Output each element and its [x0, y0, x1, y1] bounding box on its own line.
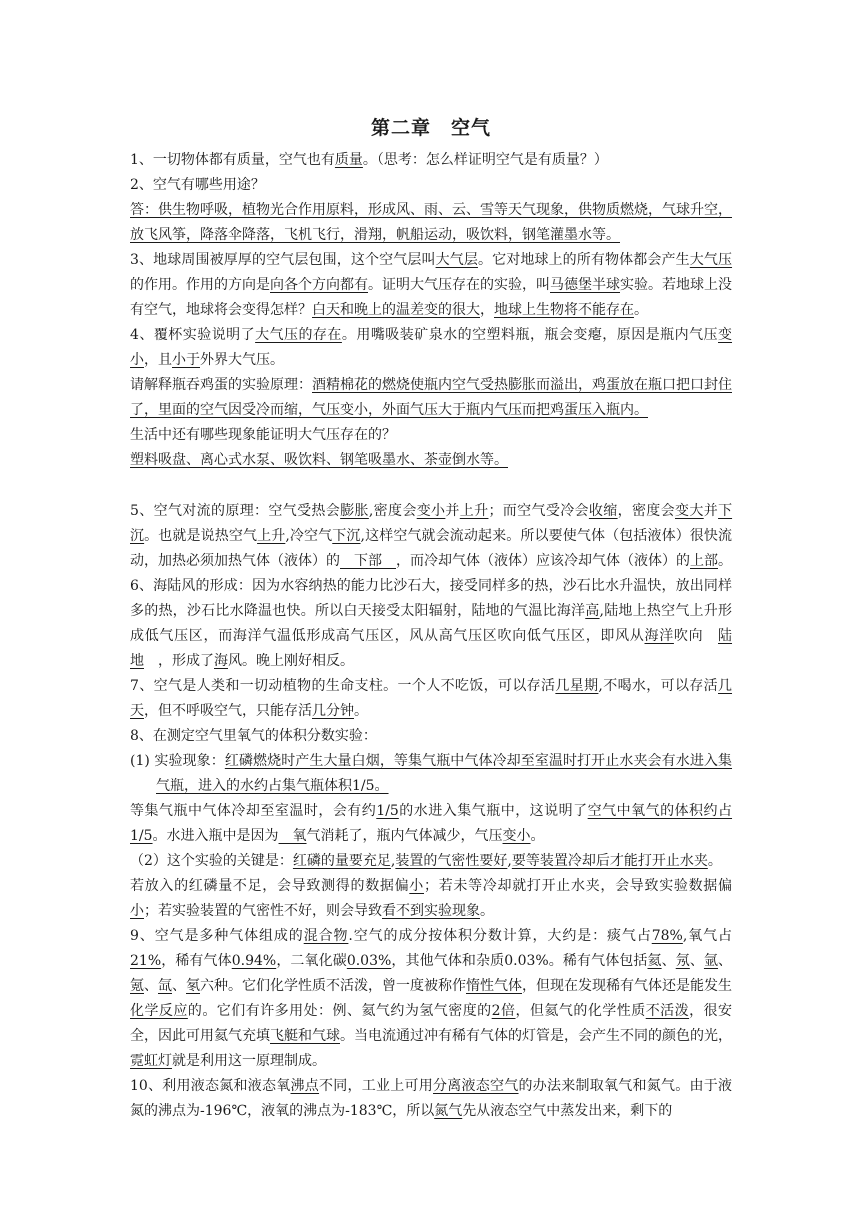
text-run: 请解释瓶吞鸡蛋的实验原理：	[130, 377, 312, 393]
answer-underlined: 氡	[186, 978, 200, 994]
paragraph-8-explanation	[130, 799, 732, 849]
text-run: 。水进入瓶中是因为	[152, 828, 279, 844]
text-run: 7、空气是人类和一切动植物的生命支柱。一个人不吃饭，可以存活	[130, 678, 556, 694]
text-run: 的办法来制取氧气和氮气。由于液氮的沸点为-196℃，液氧的沸点为-183℃，所以	[130, 1078, 733, 1119]
text-run: 。	[354, 703, 368, 719]
text-run: 、	[172, 978, 186, 994]
answer-underlined: 红磷燃烧时产生大量白烟，等集气瓶中气体冷却至室温时打开止水夹会有水进入集气瓶，进入的水约占集气瓶体积1/5。	[156, 753, 733, 794]
text-run: 六种。它们化学性质不活泼，曾一度被称作	[200, 978, 466, 994]
text-run: ，但现在发现稀有气体还是能发生	[522, 978, 732, 994]
paragraph-4-egg-explanation	[130, 373, 732, 423]
answer-underlined: 化学反应	[130, 1003, 188, 1019]
text-run: ,密度会	[368, 503, 417, 519]
answer-underlined: 氧	[278, 828, 307, 844]
page-title: 第二章 空气	[370, 117, 491, 139]
text-run: 的。它们有许多用处：例、氦气约为氢气密度的	[187, 1003, 492, 1019]
answer-underlined: 78%	[651, 928, 683, 944]
answer-underlined: 红磷的量要充足	[292, 853, 391, 869]
answer-underlined: 变小	[130, 327, 733, 368]
answer-underlined: 下沉	[130, 503, 733, 544]
answer-underlined: 陆地	[130, 628, 733, 669]
text-run: ，稀有气体	[161, 953, 232, 969]
text-run: 就是利用这一原理制成。	[172, 1053, 326, 1069]
text-run: ,冷空气	[285, 528, 333, 544]
answer-underlined: 上升	[257, 528, 286, 544]
paragraph-2-answer	[130, 198, 732, 248]
text-run: (1) 实验现象：	[130, 753, 225, 769]
answer-underlined: 海洋	[644, 628, 674, 644]
text-run: ，其他气体和杂质0.03%。稀有气体包括	[391, 953, 648, 969]
answer-underlined: 2倍	[491, 1003, 516, 1019]
answer-underlined: 下部	[340, 553, 396, 569]
answer-underlined: 要等装置冷却后才能打开止水夹	[511, 853, 708, 869]
text-run: 。	[707, 853, 722, 869]
text-run: 。当电流通过冲有稀有气体的灯管是，会产生不同的颜色的光，	[340, 1028, 732, 1044]
answer-underlined: 飞艇和气球	[270, 1028, 340, 1044]
text-run: ，很安全，因此可用氦气充填	[130, 1003, 733, 1044]
answer-underlined: 小	[409, 878, 424, 894]
paragraph-1	[130, 148, 732, 173]
paragraph-3	[130, 248, 732, 323]
text-run: ,氧气占	[682, 928, 733, 944]
text-run: ,	[390, 853, 396, 869]
text-run: 10、利用液态氮和液态氧	[130, 1078, 291, 1094]
text-run: 2、空气有哪些用途？	[130, 177, 265, 193]
paragraph-6	[130, 574, 732, 674]
answer-underlined: 氦	[647, 953, 662, 969]
paragraph-8-errors	[130, 874, 746, 924]
answer-underlined: 马德堡半球	[550, 277, 620, 293]
answer-underlined: 沸点	[290, 1078, 320, 1094]
answer-underlined: 下沉	[332, 528, 361, 544]
paragraph-9	[130, 924, 732, 1074]
paragraph-8-item-2	[130, 849, 732, 874]
text-run: 。也就是说热空气	[144, 528, 258, 544]
text-run: 8、在测定空气里氧气的体积分数实验：	[130, 728, 377, 744]
text-run: 。	[718, 553, 732, 569]
text-run: 。	[634, 302, 648, 318]
text-run: 6、海陆风的形成：因为水容纳热的能力比沙石大，接受同样多的热，沙石比水升温快，放出同样多的热，沙石比水降温也快。所以白天接受太阳辐射，陆地的气温比海洋	[130, 578, 732, 619]
answer-underlined: 大气压	[689, 252, 733, 268]
answer-underlined: 0.94%	[231, 953, 277, 969]
text-run: 等集气瓶中气体冷却至室温时，会有约	[130, 803, 377, 819]
text-run: 不同，工业上可用	[319, 1078, 434, 1094]
paragraph-7	[130, 674, 732, 724]
answer-underlined: 变小	[502, 828, 531, 844]
answer-underlined: 大气压的存在	[255, 327, 342, 343]
text-run: 。它对地球上的所有物体都会产生	[477, 252, 690, 268]
answer-underlined: 几分钟	[312, 703, 354, 719]
text-run: 、	[689, 953, 704, 969]
answer-underlined: 氖	[675, 953, 690, 969]
answer-underlined: 收缩	[588, 503, 618, 519]
answer-underlined: 变大	[675, 503, 704, 519]
text-run: ，二氧化碳	[276, 953, 347, 969]
answer-underlined: 塑料吸盘、离心式水泵、吸饮料、钢笔吸墨水、茶壶倒水等。	[130, 452, 508, 468]
text-run: 的水进入集气瓶中，这说明了	[398, 803, 588, 819]
answer-underlined: 装置的气密性要好	[395, 853, 508, 869]
answer-underlined: 空气中氧气的体积约占1/5	[130, 803, 733, 844]
answer-underlined: 分离液态空气	[433, 1078, 519, 1094]
text-run: ,	[507, 853, 512, 869]
paragraph-2	[130, 173, 732, 198]
answer-underlined: 氙	[158, 978, 172, 994]
text-run: 3、地球周围被厚厚的空气层包围，这个空气层叫	[130, 252, 436, 268]
text-run: ；而空气受冷会	[488, 503, 589, 519]
text-run: 、	[144, 978, 158, 994]
answer-underlined: 氩	[703, 953, 719, 969]
text-run: ,陆地上热空气上升形成低气压区，而海洋气温低形成高气压区，风从高气压区吹向低气压区，即风从	[130, 603, 733, 644]
text-run: 并	[445, 503, 460, 519]
text-run: ，但氦气的化学性质	[515, 1003, 646, 1019]
text-run: 。用嘴吸装矿泉水的空塑料瓶，瓶会变瘪，原因是瓶内气压	[341, 327, 719, 343]
answer-underlined: 0.03%	[346, 953, 392, 969]
answer-underlined: 21%	[130, 953, 162, 969]
paragraph-10	[130, 1074, 732, 1124]
answer-underlined: 不活泼	[645, 1003, 690, 1019]
text-run: ,这样空气就会流动起来。所以要使气体（包括液体）很快流动，加热必须加热气体（液体）的	[130, 528, 733, 569]
text-run: 1、一切物体都有质量，空气也有	[130, 152, 335, 168]
answer-underlined: 惰性气体	[466, 978, 522, 994]
answer-underlined: 氮气	[434, 1103, 463, 1119]
answer-underlined: 向各个方向都有	[270, 277, 368, 293]
text-run: （2）这个实验的关键是：	[130, 853, 293, 869]
answer-underlined: 氪	[130, 978, 144, 994]
text-run: ，但不呼吸空气，只能存活	[144, 703, 312, 719]
text-run: 气消耗了，瓶内气体减少，气压	[306, 828, 503, 844]
text-run: .空气的成分按体积分数计算，大约是：痰气占	[348, 928, 652, 944]
answer-underlined: 小	[130, 903, 144, 919]
text-run: 的作用。作用的方向是	[130, 277, 270, 293]
answer-underlined: 高	[585, 603, 600, 619]
answer-underlined: 变小	[416, 503, 446, 519]
answer-underlined: 酒精棉花的燃烧使瓶内空气受热膨胀而溢出，鸡蛋放在瓶口把口封住了，里面的空气因受冷而缩，气压变小，外面气压大于瓶内气压而把鸡蛋压入瓶内。	[130, 377, 732, 418]
text-run: 吹向	[673, 628, 719, 644]
text-run: 5、空气对流的原理：空气受热会	[130, 503, 341, 519]
text-run: ，密度会	[617, 503, 675, 519]
answer-underlined: 霓虹灯	[130, 1053, 172, 1069]
answer-underlined: 海	[214, 653, 228, 669]
answer-underlined: 白天和晚上的温差变的很大	[312, 302, 480, 318]
text-run: 外界大气压。	[200, 352, 284, 368]
answer-underlined: 看不到实验现象	[382, 903, 480, 919]
answer-underlined: 质量	[334, 152, 363, 168]
answer-underlined: 小于	[172, 352, 200, 368]
text-run: 先从液态空气中蒸发出来，剩下的	[462, 1103, 673, 1119]
text-run: ；若未等冷却就打开止水夹，会导致实验数据偏	[424, 878, 746, 894]
answer-underlined: 大气层	[435, 252, 478, 268]
text-run: 实验。若地球上没有空气，地球将会变得怎样？	[130, 277, 732, 318]
text-run: 并	[703, 503, 719, 519]
text-run: ；若实验装置的气密性不好，则会导致	[144, 903, 382, 919]
text-run: 、	[718, 953, 733, 969]
answer-underlined: 膨胀	[340, 503, 369, 519]
paragraph-8-item-1	[130, 749, 732, 799]
answer-underlined: 几星期	[555, 678, 599, 694]
text-run: ,不喝水，可以存活	[598, 678, 719, 694]
text-run: 。证明大气压存在的实验，叫	[368, 277, 550, 293]
answer-underlined: 混合物	[303, 928, 349, 944]
answer-underlined: 几天	[130, 678, 733, 719]
paragraph-4-answer	[130, 448, 732, 473]
answer-underlined: 上升	[459, 503, 489, 519]
text-run: 若放入的红磷量不足，会导致测得的数据偏	[130, 878, 410, 894]
paragraph-8	[130, 724, 732, 749]
paragraph-4	[130, 323, 732, 373]
text-run: 生活中还有哪些现象能证明大气压存在的？	[130, 427, 396, 443]
text-run: 、	[661, 953, 676, 969]
answer-underlined: 地球上生物将不能存在	[494, 302, 634, 318]
text-run: ，且	[144, 352, 172, 368]
text-run: 。	[530, 828, 545, 844]
text-run: 。	[480, 903, 494, 919]
text-run: 。（思考：怎么样证明空气是有质量？）	[362, 152, 608, 168]
text-run: 4、覆杯实验说明了	[130, 327, 256, 343]
text-run: ，形成了	[144, 653, 214, 669]
answer-underlined: 上部	[690, 553, 718, 569]
text-run: ，而冷却气体（液体）应该冷却气体（液体）的	[396, 553, 690, 569]
text-run: 9、空气是多种气体组成的	[130, 928, 304, 944]
answer-underlined: 1/5	[376, 803, 399, 819]
answer-underlined: 答：供生物呼吸，植物光合作用原料，形成风、雨、云、雪等天气现象，供物质燃烧，气球升空，放飞风筝，降落伞降落，飞机飞行，滑翔，帆船运动，吸饮料，钢笔灌墨水等。	[130, 202, 732, 243]
paragraph-4-question	[130, 423, 732, 448]
text-run: 风。晚上刚好相反。	[228, 653, 354, 669]
text-run: ，	[480, 302, 494, 318]
blank-line	[130, 473, 732, 499]
paragraph-5	[130, 499, 732, 574]
